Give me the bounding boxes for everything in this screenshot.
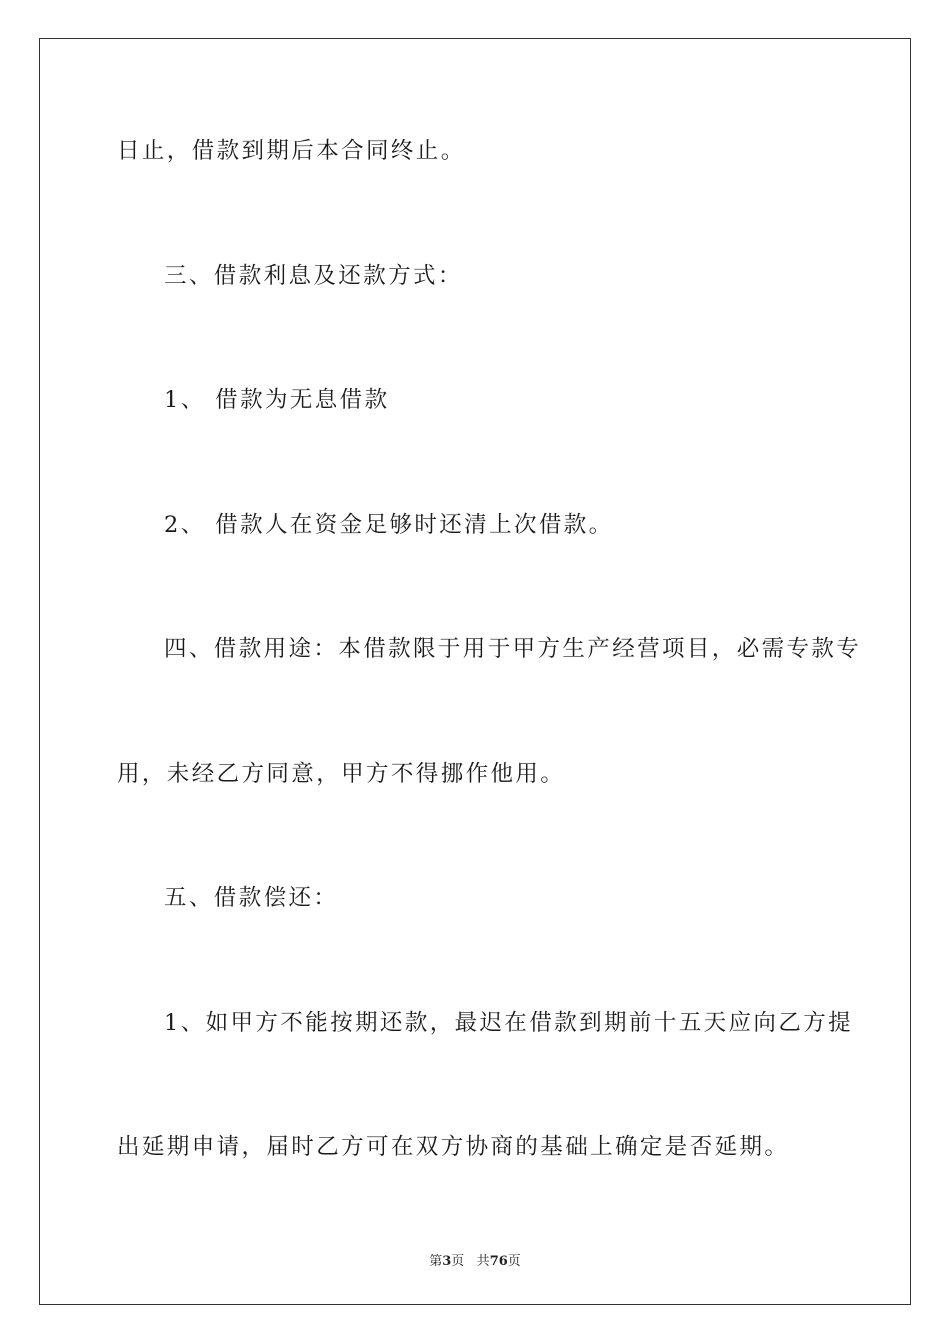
page-number: 3 xyxy=(442,1254,452,1269)
total-prefix: 共 xyxy=(476,1254,490,1269)
section-5-heading: 五、借款偿还： xyxy=(164,885,339,911)
section-3-item-2: 2、 借款人在资金足够时还清上次借款。 xyxy=(164,512,614,538)
section-5-item-1-continuation: 出延期申请，届时乙方可在双方协商的基础上确定是否延期。 xyxy=(117,1134,790,1160)
section-5-item-1: 1、如甲方不能按期还款，最迟在借款到期前十五天应向乙方提 xyxy=(164,1010,854,1036)
section-4-continuation: 用，未经乙方同意，甲方不得挪作他用。 xyxy=(117,761,566,787)
section-3-heading: 三、借款利息及还款方式： xyxy=(164,263,463,289)
page-footer xyxy=(0,1250,950,1269)
page-prefix: 第 xyxy=(429,1254,443,1269)
section-3-item-1: 1、 借款为无息借款 xyxy=(164,387,390,413)
text-line-1: 日止，借款到期后本合同终止。 xyxy=(117,138,466,164)
total-pages: 76 xyxy=(489,1254,508,1269)
total-suffix: 页 xyxy=(507,1254,521,1269)
page-suffix: 页 xyxy=(451,1254,465,1269)
page-border xyxy=(39,38,911,1305)
section-4-heading: 四、借款用途：本借款限于用于甲方生产经营项目，必需专款专 xyxy=(164,636,862,662)
